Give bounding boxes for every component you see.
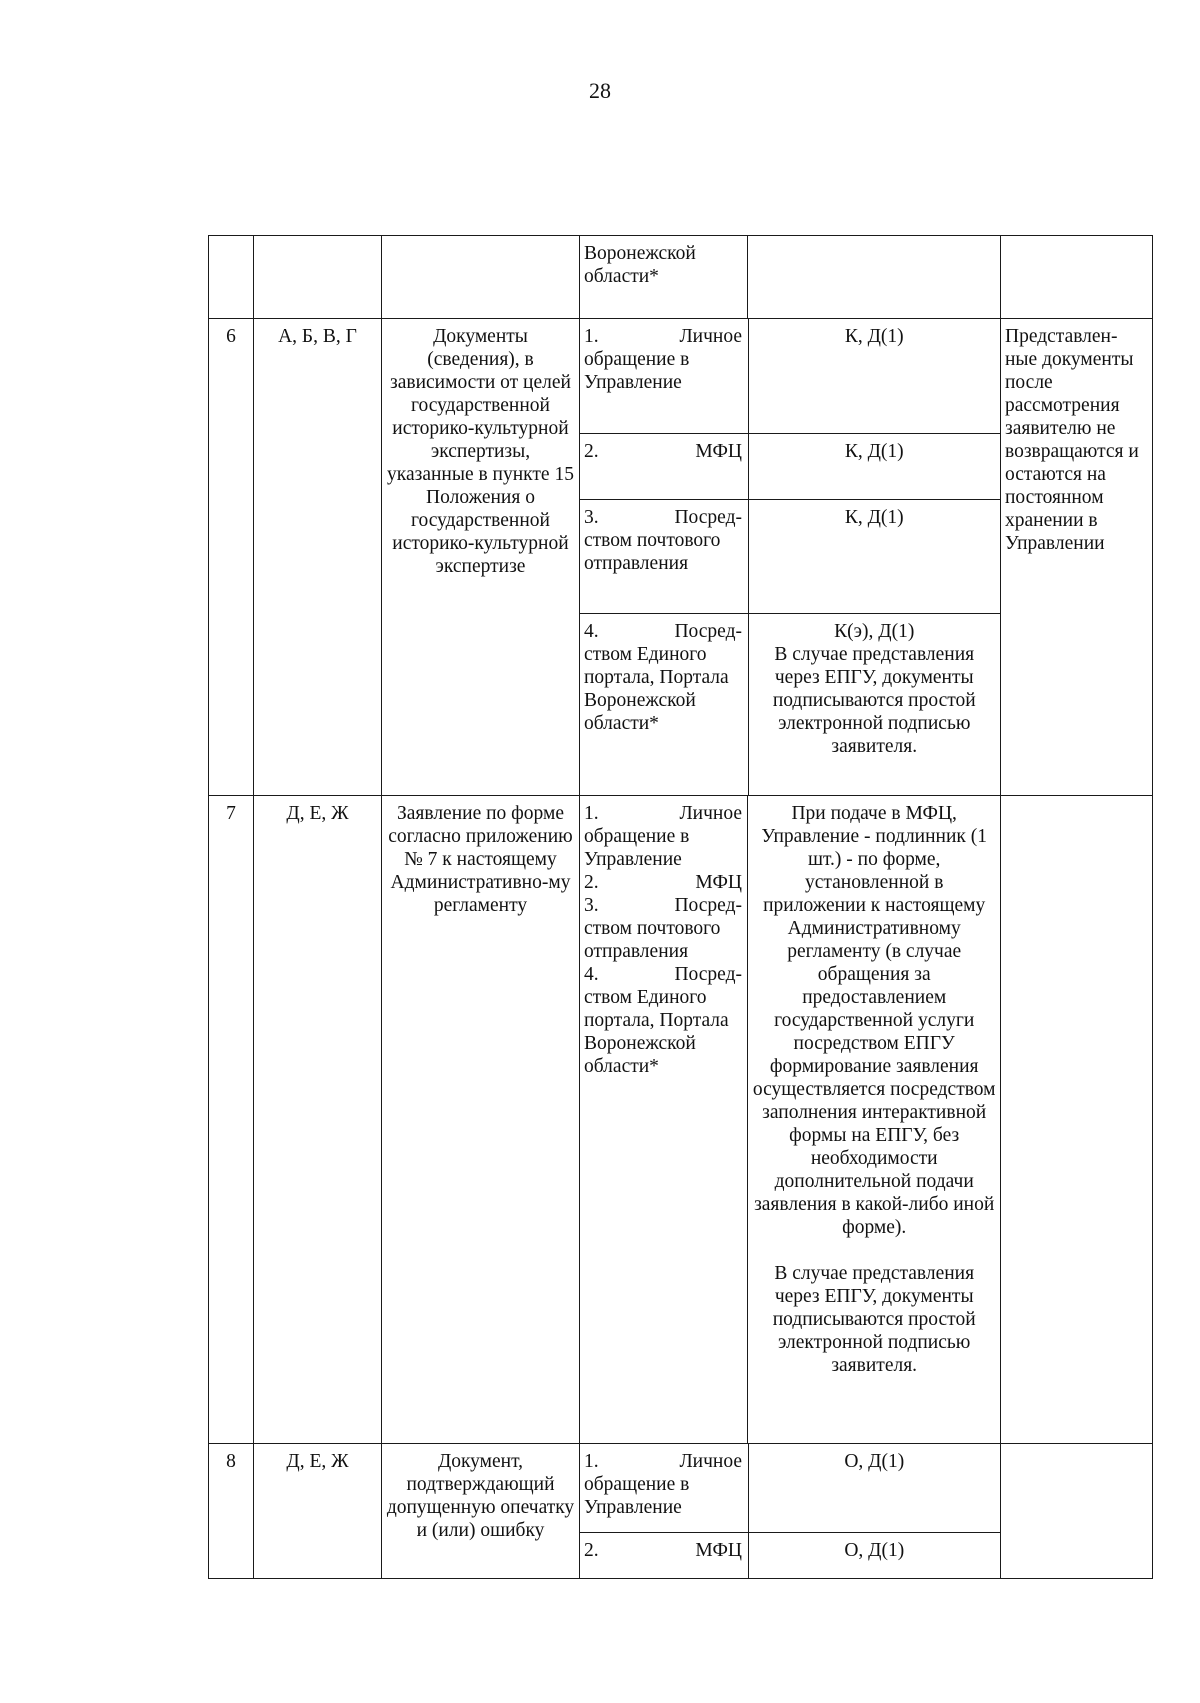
applicant-categories: Д, Е, Ж xyxy=(254,796,382,1444)
row-number: 7 xyxy=(209,796,254,1444)
row-number: 6 xyxy=(209,319,254,796)
method-item: 2. МФЦ xyxy=(584,1539,742,1561)
form-requirement: К(э), Д(1) В случае представления через ЕПГУ, документы подписываются простой электронной подписью заявителя. xyxy=(748,613,1000,795)
document-name: Заявление по форме согласно приложению № 7 к настоящему Административно-му регламенту xyxy=(382,796,580,1444)
table-row-6 xyxy=(209,319,1153,796)
table-row-8 xyxy=(209,1444,1153,1579)
form-requirement: О, Д(1) xyxy=(748,1444,1000,1532)
applicant-categories: Д, Е, Ж xyxy=(254,1444,382,1579)
page-number: 28 xyxy=(589,78,611,103)
submission-methods: 1. Личное обращение в Управление 2. МФЦ 3. Посред- ством почтового отправления 4. Посред- ством Единого портала, Портала Воронежской области* xyxy=(580,796,748,1444)
method-item: 4. Посред- ством Единого портала, Портала Воронежской области* xyxy=(584,620,742,734)
form-requirement: К, Д(1) xyxy=(748,499,1000,613)
storage-note xyxy=(1001,1444,1153,1579)
documents-table xyxy=(208,235,1153,1579)
method-cell: Воронежской области* xyxy=(580,236,748,319)
method-item: 2. МФЦ xyxy=(580,433,748,499)
table-row-7 xyxy=(209,796,1153,1444)
applicant-categories: А, Б, В, Г xyxy=(254,319,382,796)
submission-methods xyxy=(580,319,1001,796)
form-requirement: К, Д(1) xyxy=(748,319,1000,433)
storage-note xyxy=(1001,796,1153,1444)
row-number: 8 xyxy=(209,1444,254,1579)
method-item: 1. Личное обращение в Управление xyxy=(580,1444,748,1532)
document-name: Документ, подтверждающий допущенную опечатку и (или) ошибку xyxy=(382,1444,580,1579)
submission-methods xyxy=(580,1444,1001,1579)
table-row-continuation xyxy=(209,236,1153,319)
document-name: Документы (сведения), в зависимости от целей государственной историко-культурной экспертизы, указанные в пункте 15 Положения о государственной историко-культурной экспертизе xyxy=(382,319,580,796)
form-requirement: При подаче в МФЦ, Управление - подлинник (1 шт.) - по форме, установленной в приложении к настоящему Административному регламенту (в случае обращения за предоставлением государственной услуги посредством ЕПГУ формирование заявления осуществляется посредством заполнения интерактивной формы на ЕПГУ, без необходимости дополнительной подачи заявления в какой-либо иной форме). В случае представления через ЕПГУ, документы подписываются простой электронной подписью заявителя. xyxy=(748,796,1001,1444)
method-item: 1. Личное обращение в Управление xyxy=(580,319,748,433)
storage-note: Представлен-ные документы после рассмотрения заявителю не возвращаются и остаются на постоянном хранении в Управлении xyxy=(1001,319,1153,796)
form-requirement: О, Д(1) xyxy=(748,1532,1000,1578)
form-requirement: К, Д(1) xyxy=(748,433,1000,499)
method-item: 3. Посред- ством почтового отправления xyxy=(580,499,748,613)
